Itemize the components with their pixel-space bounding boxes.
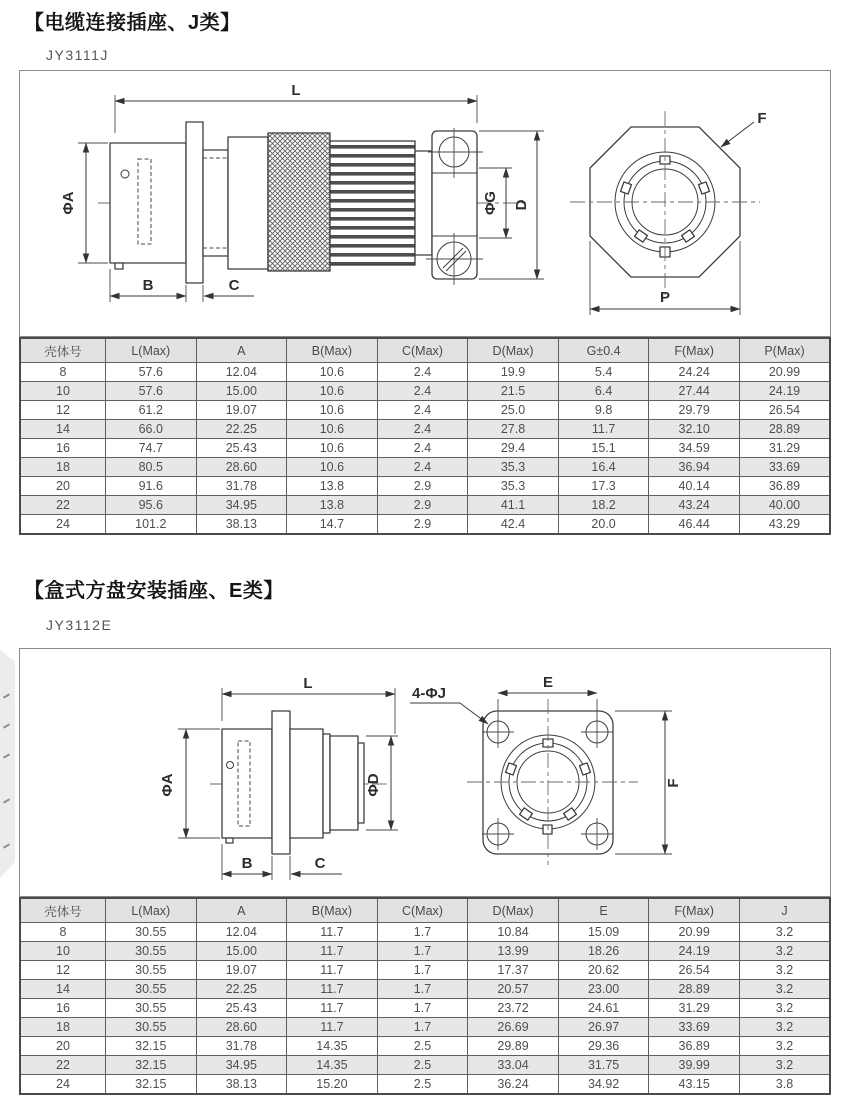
dim-label-E: E	[542, 674, 554, 691]
jy3112e-spec-table	[19, 897, 831, 1095]
jy3112e-technical-drawing	[20, 649, 830, 896]
table-cell: 40.14	[649, 477, 740, 496]
table-cell: 1.7	[377, 1018, 468, 1037]
table-cell: 35.3	[468, 458, 559, 477]
table-cell: 24	[20, 515, 106, 535]
table-cell: 24.24	[649, 363, 740, 382]
table-cell: 27.44	[649, 382, 740, 401]
table-cell: 30.55	[106, 923, 197, 942]
table-cell: 29.89	[468, 1037, 559, 1056]
page-edge-tab	[0, 650, 15, 878]
table-cell: 16.4	[558, 458, 649, 477]
table-cell: 22.25	[196, 980, 287, 999]
table-cell: 24.19	[649, 942, 740, 961]
table-cell: 25.43	[196, 439, 287, 458]
table-cell: 46.44	[649, 515, 740, 535]
table-cell: 40.00	[739, 496, 830, 515]
dim-label-phiA: ΦA	[159, 773, 176, 797]
dim-label-F: F	[757, 110, 767, 127]
table-cell: 91.6	[106, 477, 197, 496]
table-cell: 29.79	[649, 401, 740, 420]
column-header: F(Max)	[649, 898, 740, 923]
table-row	[20, 477, 830, 496]
table-cell: 41.1	[468, 496, 559, 515]
column-header: 壳体号	[20, 898, 106, 923]
table-cell: 39.99	[649, 1056, 740, 1075]
table-cell: 2.4	[377, 363, 468, 382]
table-cell: 14	[20, 980, 106, 999]
table-cell: 10	[20, 942, 106, 961]
table-cell: 10	[20, 382, 106, 401]
table-cell: 3.2	[739, 980, 830, 999]
table-cell: 6.4	[558, 382, 649, 401]
jy3111j-drawing-frame	[19, 70, 831, 337]
table-cell: 11.7	[287, 980, 378, 999]
table-cell: 11.7	[287, 942, 378, 961]
table-cell: 66.0	[106, 420, 197, 439]
dim-label-L: L	[303, 675, 313, 692]
dim-label-P: P	[659, 289, 671, 306]
table-header-row	[20, 898, 830, 923]
side-view-receptacle	[210, 711, 388, 854]
table-cell: 32.10	[649, 420, 740, 439]
table-cell: 43.24	[649, 496, 740, 515]
side-view-connector	[98, 122, 528, 285]
table-row	[20, 439, 830, 458]
section2-model-code: JY3112E	[46, 617, 113, 633]
table-cell: 10.84	[468, 923, 559, 942]
table-row	[20, 496, 830, 515]
front-view-square-flange	[467, 699, 638, 865]
table-header-row	[20, 338, 830, 363]
table-cell: 12.04	[196, 923, 287, 942]
table-cell: 1.7	[377, 980, 468, 999]
column-header: L(Max)	[106, 898, 197, 923]
table-cell: 1.7	[377, 961, 468, 980]
table-row	[20, 999, 830, 1018]
table-cell: 38.13	[196, 515, 287, 535]
table-cell: 18.26	[558, 942, 649, 961]
table-cell: 16	[20, 999, 106, 1018]
jy3111j-technical-drawing	[20, 71, 830, 336]
section1-title: 【电缆连接插座、J类】	[24, 12, 241, 34]
table-cell: 11.7	[287, 999, 378, 1018]
table-cell: 3.2	[739, 1018, 830, 1037]
table-cell: 2.9	[377, 477, 468, 496]
column-header: E	[558, 898, 649, 923]
table-cell: 30.55	[106, 980, 197, 999]
table-cell: 25.43	[196, 999, 287, 1018]
table-cell: 2.9	[377, 515, 468, 535]
table-cell: 38.13	[196, 1075, 287, 1095]
table-cell: 8	[20, 923, 106, 942]
table-cell: 35.3	[468, 477, 559, 496]
table-cell: 14.35	[287, 1037, 378, 1056]
table-cell: 12	[20, 961, 106, 980]
table-cell: 31.78	[196, 1037, 287, 1056]
table-cell: 57.6	[106, 363, 197, 382]
table-cell: 2.5	[377, 1056, 468, 1075]
table-cell: 20.62	[558, 961, 649, 980]
table-cell: 23.72	[468, 999, 559, 1018]
table-row	[20, 1018, 830, 1037]
table-cell: 30.55	[106, 999, 197, 1018]
table-cell: 2.5	[377, 1037, 468, 1056]
table-cell: 36.89	[739, 477, 830, 496]
table-cell: 101.2	[106, 515, 197, 535]
table-cell: 17.37	[468, 961, 559, 980]
table-cell: 19.07	[196, 961, 287, 980]
table-cell: 23.00	[558, 980, 649, 999]
table-cell: 43.15	[649, 1075, 740, 1095]
table-cell: 30.55	[106, 1018, 197, 1037]
table-row	[20, 1037, 830, 1056]
table-cell: 36.94	[649, 458, 740, 477]
table-cell: 18	[20, 1018, 106, 1037]
table-row	[20, 1056, 830, 1075]
table-cell: 11.7	[287, 1018, 378, 1037]
column-header: B(Max)	[287, 898, 378, 923]
dim-label-C: C	[314, 855, 326, 872]
column-header: L(Max)	[106, 338, 197, 363]
table-cell: 14	[20, 420, 106, 439]
column-header: 壳体号	[20, 338, 106, 363]
table-cell: 21.5	[468, 382, 559, 401]
table-row	[20, 515, 830, 535]
table-cell: 24.61	[558, 999, 649, 1018]
table-cell: 10.6	[287, 363, 378, 382]
table-cell: 33.69	[739, 458, 830, 477]
table-cell: 3.2	[739, 999, 830, 1018]
table-cell: 34.59	[649, 439, 740, 458]
table-cell: 18	[20, 458, 106, 477]
table-cell: 20	[20, 1037, 106, 1056]
table-row	[20, 458, 830, 477]
table-cell: 1.7	[377, 999, 468, 1018]
table-cell: 9.8	[558, 401, 649, 420]
table-cell: 10.6	[287, 439, 378, 458]
table-cell: 33.04	[468, 1056, 559, 1075]
table-row	[20, 401, 830, 420]
table-cell: 3.2	[739, 961, 830, 980]
table-cell: 3.8	[739, 1075, 830, 1095]
table-cell: 20.99	[739, 363, 830, 382]
dim-label-D: D	[513, 199, 530, 211]
dim-label-phiD: ΦD	[365, 773, 382, 797]
table-cell: 2.9	[377, 496, 468, 515]
table-row	[20, 1075, 830, 1095]
table-cell: 30.55	[106, 961, 197, 980]
table-cell: 18.2	[558, 496, 649, 515]
column-header: D(Max)	[468, 338, 559, 363]
dim-label-B: B	[241, 855, 253, 872]
table-cell: 42.4	[468, 515, 559, 535]
table-cell: 20.99	[649, 923, 740, 942]
table-cell: 2.4	[377, 401, 468, 420]
table-cell: 80.5	[106, 458, 197, 477]
table-cell: 28.60	[196, 458, 287, 477]
table-cell: 10.6	[287, 420, 378, 439]
column-header: G±0.4	[558, 338, 649, 363]
table-cell: 34.92	[558, 1075, 649, 1095]
table-cell: 3.2	[739, 923, 830, 942]
jy3111j-spec-table	[19, 337, 831, 535]
table-cell: 11.7	[287, 923, 378, 942]
table-cell: 31.29	[739, 439, 830, 458]
table-cell: 29.36	[558, 1037, 649, 1056]
table-cell: 5.4	[558, 363, 649, 382]
table-row	[20, 961, 830, 980]
table-cell: 31.75	[558, 1056, 649, 1075]
column-header: B(Max)	[287, 338, 378, 363]
table-cell: 20.57	[468, 980, 559, 999]
table-cell: 15.00	[196, 382, 287, 401]
table-cell: 12.04	[196, 363, 287, 382]
table-cell: 15.20	[287, 1075, 378, 1095]
table-cell: 43.29	[739, 515, 830, 535]
table-cell: 33.69	[649, 1018, 740, 1037]
column-header: C(Max)	[377, 898, 468, 923]
table-cell: 15.1	[558, 439, 649, 458]
dim-label-phiA: ΦA	[60, 191, 77, 215]
table-cell: 31.78	[196, 477, 287, 496]
column-header: J	[739, 898, 830, 923]
table-cell: 22	[20, 1056, 106, 1075]
table-cell: 15.09	[558, 923, 649, 942]
table-cell: 1.7	[377, 923, 468, 942]
table-cell: 28.60	[196, 1018, 287, 1037]
table-cell: 32.15	[106, 1037, 197, 1056]
table-cell: 36.24	[468, 1075, 559, 1095]
table-cell: 19.07	[196, 401, 287, 420]
table-cell: 10.6	[287, 382, 378, 401]
section1-model-code: JY3111J	[46, 47, 109, 63]
column-header: A	[196, 338, 287, 363]
table-row	[20, 923, 830, 942]
table-cell: 3.2	[739, 942, 830, 961]
table-cell: 26.54	[649, 961, 740, 980]
table-cell: 14.35	[287, 1056, 378, 1075]
table-cell: 2.4	[377, 439, 468, 458]
table-cell: 8	[20, 363, 106, 382]
table-cell: 32.15	[106, 1056, 197, 1075]
table-row	[20, 363, 830, 382]
table-cell: 14.7	[287, 515, 378, 535]
table-row	[20, 420, 830, 439]
table-cell: 1.7	[377, 942, 468, 961]
dim-label-phiG: ΦG	[482, 191, 499, 215]
table-cell: 20	[20, 477, 106, 496]
column-header: C(Max)	[377, 338, 468, 363]
column-header: P(Max)	[739, 338, 830, 363]
table-cell: 2.4	[377, 420, 468, 439]
table-cell: 11.7	[287, 961, 378, 980]
table-cell: 57.6	[106, 382, 197, 401]
section2-title: 【盒式方盘安装插座、E类】	[24, 580, 284, 602]
table-cell: 3.2	[739, 1056, 830, 1075]
table-cell: 34.95	[196, 1056, 287, 1075]
table-cell: 11.7	[558, 420, 649, 439]
dim-label-L: L	[291, 82, 301, 99]
table-cell: 10.6	[287, 401, 378, 420]
table-cell: 26.69	[468, 1018, 559, 1037]
table-cell: 24.19	[739, 382, 830, 401]
table-cell: 15.00	[196, 942, 287, 961]
dim-label-F: F	[665, 778, 682, 788]
table-row	[20, 382, 830, 401]
table-cell: 16	[20, 439, 106, 458]
table-row	[20, 980, 830, 999]
table-cell: 3.2	[739, 1037, 830, 1056]
table-cell: 61.2	[106, 401, 197, 420]
table-cell: 30.55	[106, 942, 197, 961]
dim-label-C: C	[228, 277, 240, 294]
table-cell: 2.4	[377, 382, 468, 401]
table-row	[20, 942, 830, 961]
table-cell: 2.4	[377, 458, 468, 477]
table-cell: 22	[20, 496, 106, 515]
table-cell: 10.6	[287, 458, 378, 477]
table-cell: 95.6	[106, 496, 197, 515]
table-cell: 2.5	[377, 1075, 468, 1095]
table-cell: 25.0	[468, 401, 559, 420]
column-header: F(Max)	[649, 338, 740, 363]
table-cell: 29.4	[468, 439, 559, 458]
column-header: D(Max)	[468, 898, 559, 923]
dim-label-B: B	[142, 277, 154, 294]
table-cell: 13.99	[468, 942, 559, 961]
table-cell: 74.7	[106, 439, 197, 458]
table-cell: 36.89	[649, 1037, 740, 1056]
table-cell: 27.8	[468, 420, 559, 439]
table-cell: 13.8	[287, 496, 378, 515]
table-cell: 31.29	[649, 999, 740, 1018]
table-cell: 22.25	[196, 420, 287, 439]
jy3112e-drawing-frame	[19, 648, 831, 897]
table-cell: 28.89	[649, 980, 740, 999]
table-cell: 26.97	[558, 1018, 649, 1037]
table-cell: 24	[20, 1075, 106, 1095]
table-cell: 34.95	[196, 496, 287, 515]
table-cell: 20.0	[558, 515, 649, 535]
table-cell: 28.89	[739, 420, 830, 439]
dim-label-4phiJ: 4-ΦJ	[412, 685, 446, 702]
table-cell: 19.9	[468, 363, 559, 382]
table-cell: 17.3	[558, 477, 649, 496]
table-cell: 13.8	[287, 477, 378, 496]
table-cell: 12	[20, 401, 106, 420]
table-cell: 26.54	[739, 401, 830, 420]
column-header: A	[196, 898, 287, 923]
table-cell: 32.15	[106, 1075, 197, 1095]
